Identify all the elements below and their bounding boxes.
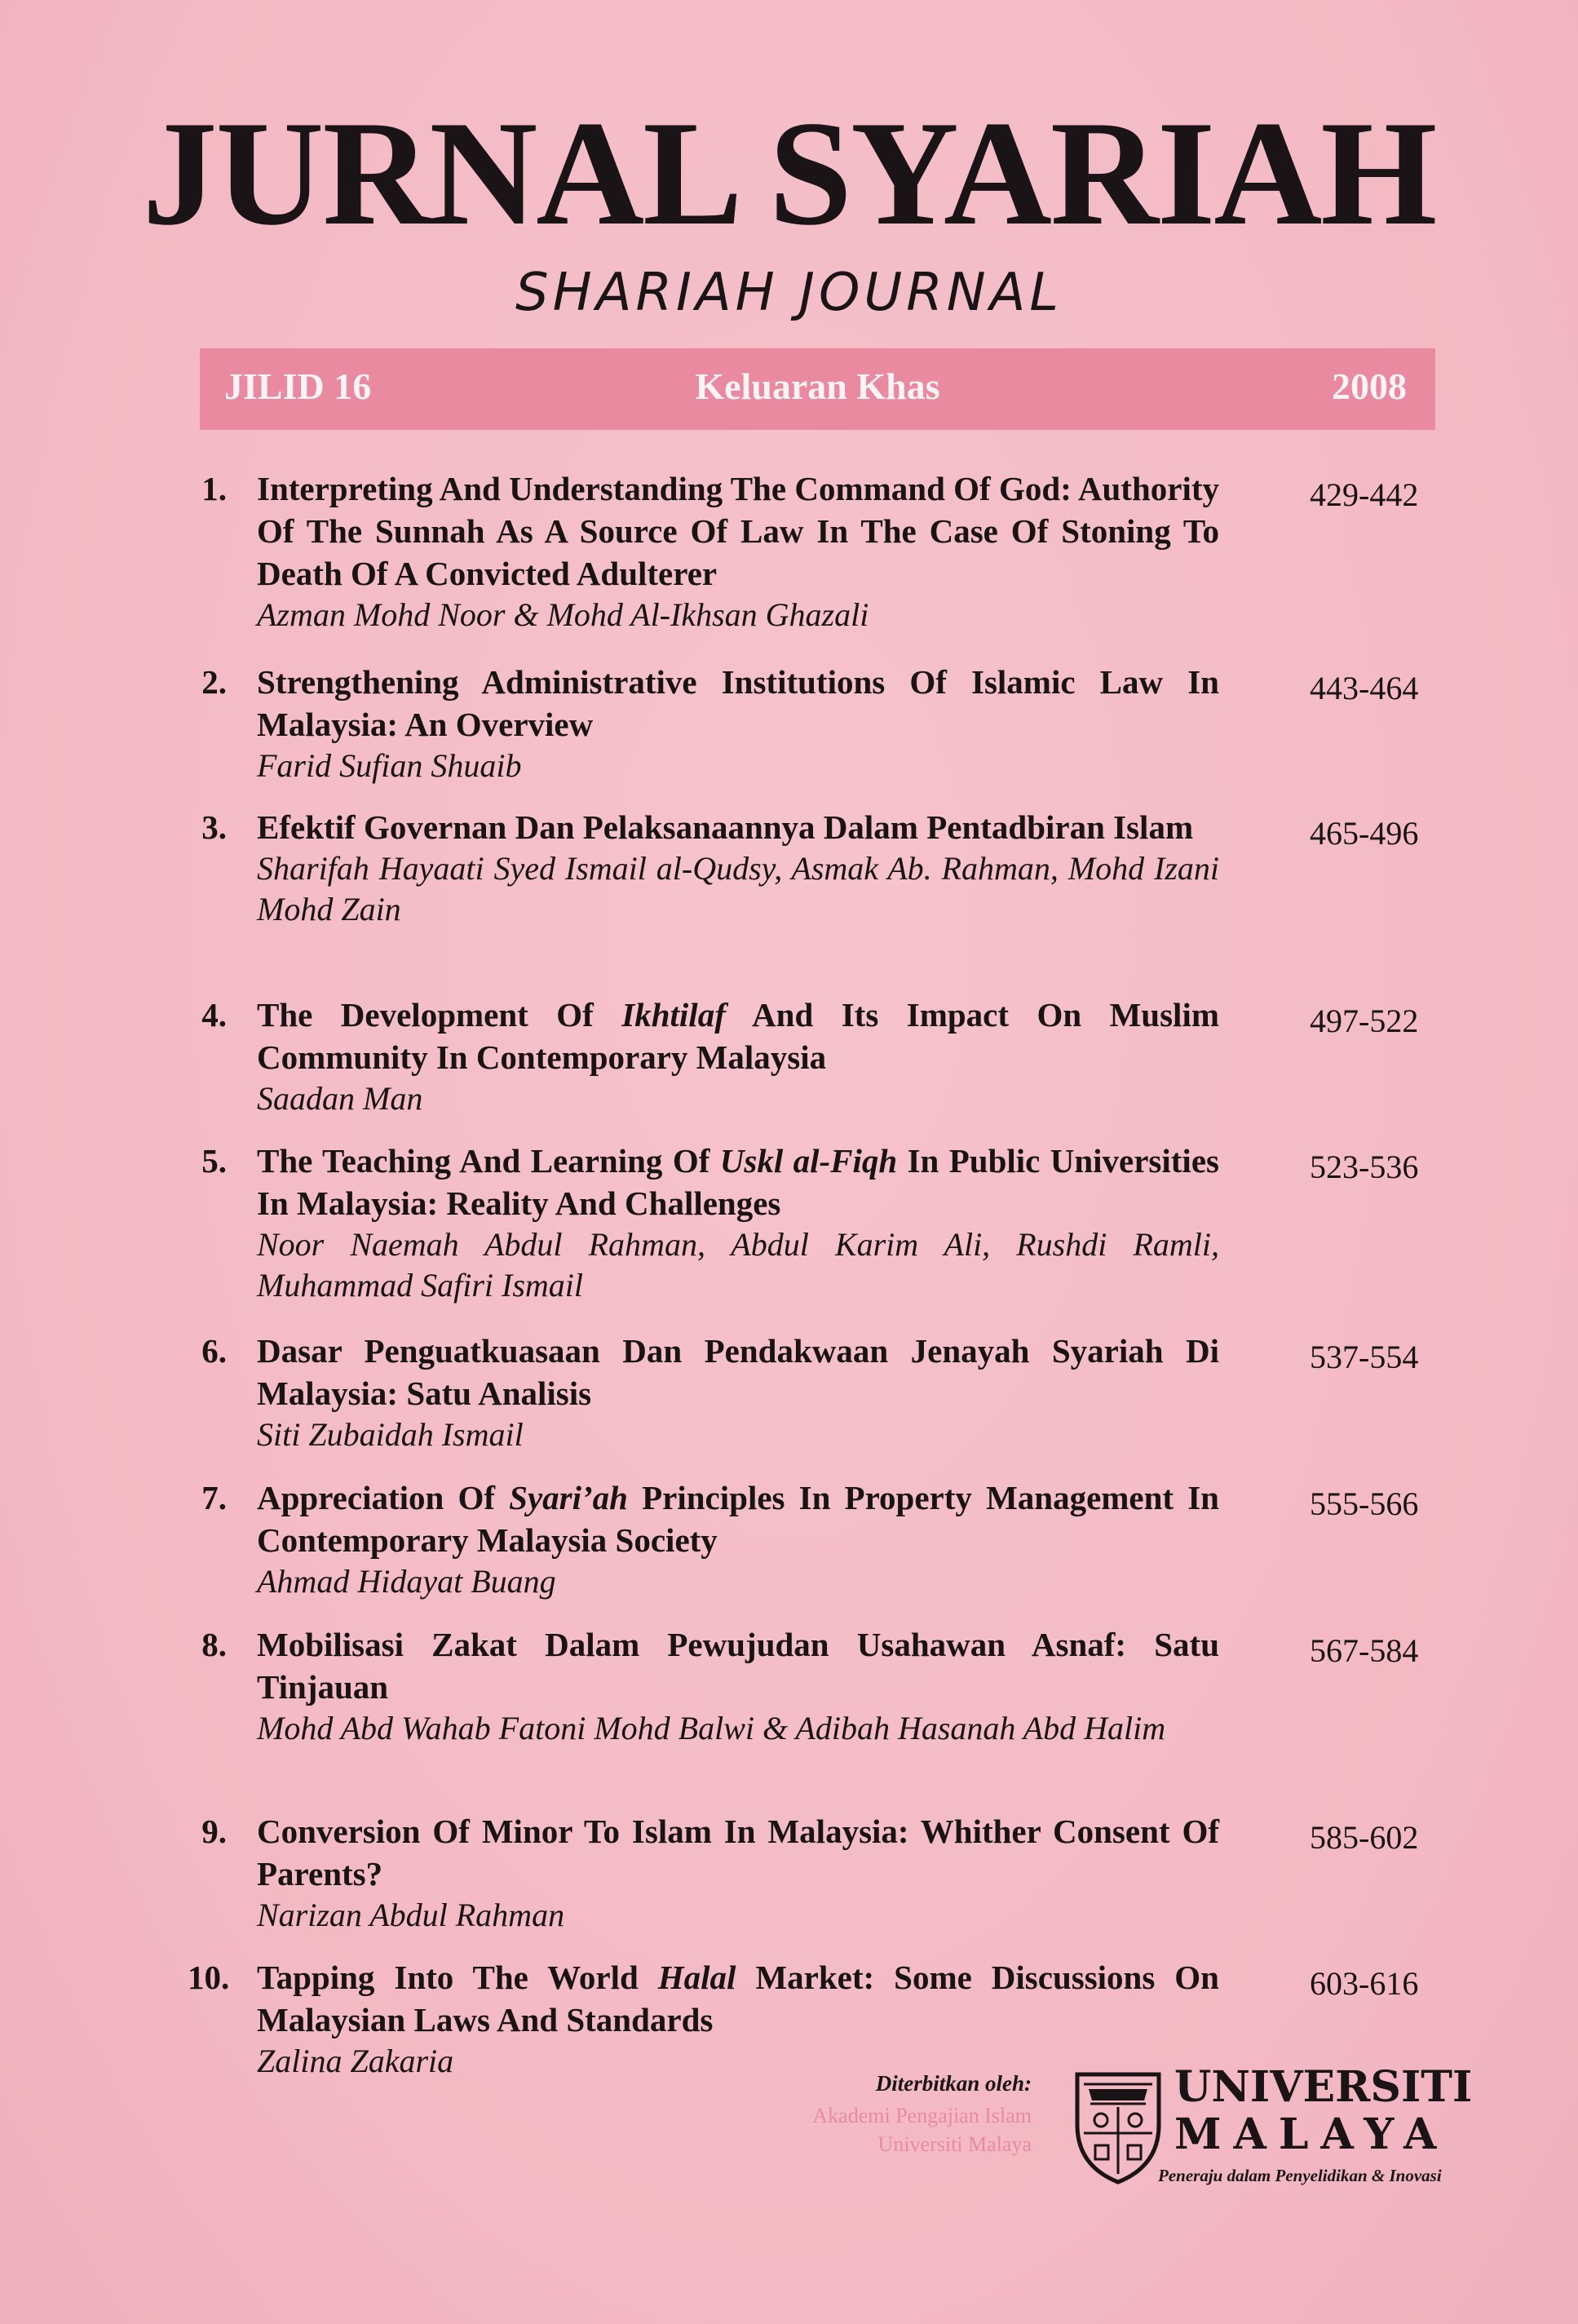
entry-authors: Farid Sufian Shuaib bbox=[257, 747, 522, 784]
entry-pages: 567-584 bbox=[1310, 1632, 1419, 1669]
title-part: Tapping Into The World bbox=[257, 1959, 658, 1996]
academy-name bbox=[734, 2101, 1032, 2158]
entry-pages: 429-442 bbox=[1310, 476, 1419, 513]
title-italic-term: Ikhtilaf bbox=[621, 996, 726, 1034]
university-tagline: Peneraju dalam Penyelidikan & Inovasi bbox=[1158, 2166, 1442, 2185]
title-part: Appreciation Of bbox=[257, 1479, 510, 1516]
entry-title: Mobilisasi Zakat Dalam Pewujudan Usahawan Asnaf: Satu Tinjauan bbox=[257, 1626, 1219, 1706]
title-part: In Public Universities In Malaysia: Reality And Challenges bbox=[257, 1142, 1219, 1222]
entry-title bbox=[257, 1956, 1219, 2041]
title-italic-term: Uskl al-Fiqh bbox=[719, 1142, 898, 1180]
title-part: The Teaching And Learning Of bbox=[257, 1142, 720, 1180]
title-part: And Its Impact On Muslim Community In Contemporary Malaysia bbox=[257, 996, 1219, 1076]
entry-authors: Noor Naemah Abdul Rahman, Abdul Karim Ali, Rushdi Ramli, Muhammad Safiri Ismail bbox=[257, 1226, 1219, 1304]
entry-pages: 585-602 bbox=[1310, 1819, 1419, 1856]
entry-authors: Siti Zubaidah Ismail bbox=[257, 1416, 524, 1453]
entry-pages: 555-566 bbox=[1310, 1485, 1419, 1522]
entry-number: 3. bbox=[201, 808, 227, 846]
entry-pages: 443-464 bbox=[1310, 670, 1419, 706]
academy-line: Akademi Pengajian Islam bbox=[812, 2104, 1032, 2127]
entry-authors: Saadan Man bbox=[257, 1080, 423, 1117]
entry-number: 1. bbox=[201, 470, 227, 507]
journal-title: JURNAL SYARIAH bbox=[142, 90, 1436, 256]
title-italic-term: Halal bbox=[657, 1959, 736, 1996]
entry-title: Strengthening Administrative Institutions Of Islamic Law In Malaysia: An Overview bbox=[257, 663, 1219, 743]
entry-authors: Azman Mohd Noor & Mohd Al-Ikhsan Ghazali bbox=[257, 596, 869, 633]
entry-authors: Ahmad Hidayat Buang bbox=[257, 1563, 556, 1600]
entry-number: 7. bbox=[201, 1479, 227, 1516]
entry-title: Interpreting And Understanding The Command Of God: Authority Of The Sunnah As A Source Of Law In The Case Of Stoning To Death Of A Convicted Adulterer bbox=[257, 470, 1219, 592]
academy-line: Universiti Malaya bbox=[877, 2132, 1032, 2156]
title-part: Market: Some Discussions On Malaysian Laws And Standards bbox=[257, 1959, 1219, 2038]
year-label: 2008 bbox=[1332, 365, 1407, 407]
entry-pages: 497-522 bbox=[1310, 1003, 1419, 1039]
entry-authors: Zalina Zakaria bbox=[257, 2043, 454, 2079]
entry-pages: 537-554 bbox=[1310, 1339, 1419, 1375]
entry-authors: Narizan Abdul Rahman bbox=[257, 1897, 565, 1933]
issue-banner bbox=[200, 348, 1435, 430]
journal-subtitle: SHARIAH JOURNAL bbox=[515, 263, 1063, 323]
entry-number: 10. bbox=[188, 1959, 230, 1996]
title-part: Principles In Property Management In Contemporary Malaysia Society bbox=[257, 1479, 1219, 1559]
entry-title bbox=[257, 994, 1219, 1078]
entry-title bbox=[257, 1140, 1219, 1224]
entry-pages: 523-536 bbox=[1310, 1149, 1419, 1185]
volume-label: JILID 16 bbox=[224, 365, 372, 407]
entry-authors: Sharifah Hayaati Syed Ismail al-Qudsy, Asmak Ab. Rahman, Mohd Izani Mohd Zain bbox=[257, 850, 1219, 927]
entry-title: Conversion Of Minor To Islam In Malaysia: Whither Consent Of Parents? bbox=[257, 1813, 1219, 1892]
entry-number: 5. bbox=[201, 1142, 227, 1180]
entry-pages: 603-616 bbox=[1310, 1965, 1419, 2002]
title-part: The Development Of bbox=[257, 996, 622, 1034]
entry-number: 6. bbox=[201, 1332, 227, 1370]
university-name-line1: UNIVERSITI bbox=[1174, 2062, 1473, 2112]
entry-title: Efektif Governan Dan Pelaksanaannya Dalam Pentadbiran Islam bbox=[257, 808, 1194, 846]
title-italic-term: Syari’ah bbox=[509, 1479, 628, 1516]
issue-label: Keluaran Khas bbox=[695, 365, 940, 407]
entry-number: 2. bbox=[201, 663, 227, 701]
entry-title: Dasar Penguatkuasaan Dan Pendakwaan Jenayah Syariah Di Malaysia: Satu Analisis bbox=[257, 1332, 1219, 1412]
university-crest-icon bbox=[1072, 2068, 1164, 2186]
entry-number: 8. bbox=[201, 1626, 227, 1663]
entry-title bbox=[257, 1476, 1219, 1561]
entry-number: 4. bbox=[201, 996, 227, 1034]
published-by-label: Diterbitkan oleh: bbox=[875, 2071, 1032, 2096]
entry-authors: Mohd Abd Wahab Fatoni Mohd Balwi & Adibah Hasanah Abd Halim bbox=[257, 1710, 1166, 1746]
university-name-line2: MALAYA bbox=[1174, 2109, 1449, 2159]
entry-number: 9. bbox=[201, 1813, 227, 1850]
entry-pages: 465-496 bbox=[1310, 815, 1419, 852]
